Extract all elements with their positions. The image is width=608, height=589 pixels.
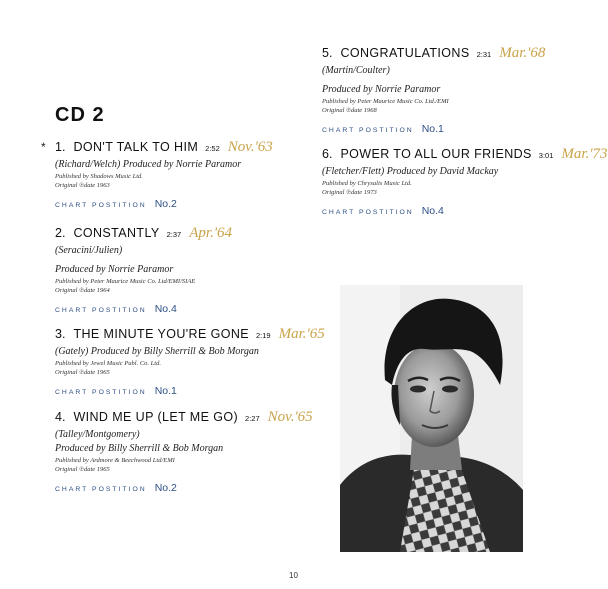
original-date-line: Original ℗date 1964 [55, 287, 110, 294]
track-number: 3. [55, 327, 66, 341]
track-duration: 2:19 [256, 331, 271, 340]
chart-position-label: CHART POSTITION [322, 127, 414, 134]
original-date-line: Original ℗date 1968 [322, 107, 377, 114]
publisher-line: Published by Peter Maurice Music Co. Ltd/EMI/SIAE [55, 278, 196, 285]
chart-position-value: No.1 [421, 123, 444, 135]
release-date: Mar.'73 [561, 146, 608, 162]
track-title: POWER TO ALL OUR FRIENDS [340, 147, 532, 161]
page-number: 10 [289, 571, 298, 580]
credits-line: (Gately) Produced by Billy Sherrill & Bob Morgan [55, 346, 259, 357]
chart-position-label: CHART POSTITION [55, 389, 147, 396]
release-date: Mar.'65 [278, 326, 325, 342]
publisher-line: Published by Shadows Music Ltd. [55, 173, 143, 180]
chart-position-value: No.4 [154, 303, 177, 315]
track-duration: 2:31 [476, 50, 492, 59]
chart-position [55, 381, 325, 395]
release-date: Apr.'64 [189, 225, 233, 241]
track-title: CONSTANTLY [73, 226, 160, 240]
track-header [55, 224, 325, 244]
track-6 [322, 145, 608, 217]
track-title: DON'T TALK TO HIM [73, 140, 199, 154]
producer-line: Produced by Norrie Paramor [55, 264, 174, 275]
composer-line: (Martin/Coulter) [322, 65, 390, 76]
track-5 [322, 44, 592, 133]
credits-line: (Fletcher/Flett) Produced by David Mackay [322, 166, 499, 177]
publisher-line: Published by Jewel Music Publ. Co. Ltd. [55, 360, 161, 367]
track-header [55, 325, 325, 345]
portrait-photo [340, 285, 523, 552]
track-header [322, 44, 592, 64]
chart-position-label: CHART POSTITION [55, 202, 147, 209]
track-3 [55, 325, 325, 395]
chart-position [55, 299, 325, 313]
track-4 [55, 408, 325, 492]
track-2 [55, 224, 325, 313]
publisher-line: Published by Peter Maurice Music Co. Ltd./EMI [322, 98, 449, 105]
track-header [55, 408, 325, 428]
chart-position-value: No.2 [154, 198, 177, 210]
producer-line: Produced by Norrie Paramor [322, 84, 441, 95]
publisher-line: Published by Chrysalis Music Ltd. [322, 180, 412, 187]
track-duration: 2:52 [205, 144, 220, 153]
track-title: WIND ME UP (LET ME GO) [73, 410, 239, 424]
star-marker: * [41, 140, 46, 154]
chart-position-value: No.4 [421, 205, 444, 217]
cd-title: CD 2 [55, 104, 105, 126]
chart-position-value: No.1 [154, 385, 177, 397]
credits-line: (Richard/Welch) Produced by Norrie Paramor [55, 159, 242, 170]
track-number: 6. [322, 147, 333, 161]
chart-position-label: CHART POSTITION [55, 307, 147, 314]
original-date-line: Original ℗date 1965 [55, 466, 110, 473]
original-date-line: Original ℗date 1973 [322, 189, 377, 196]
track-number: 5. [322, 46, 333, 60]
publisher-line: Published by Ardmore & Beechwood Ltd/EMI [55, 457, 175, 464]
track-duration: 2:27 [245, 414, 260, 423]
release-date: Mar.'68 [499, 45, 546, 61]
chart-position [55, 194, 325, 208]
chart-position [322, 201, 592, 215]
track-duration: 2:37 [166, 230, 182, 239]
chart-position-value: No.2 [154, 482, 177, 494]
track-duration: 3:01 [538, 151, 554, 160]
original-date-line: Original ℗date 1965 [55, 369, 110, 376]
chart-position [322, 119, 592, 133]
producer-line: Produced by Billy Sherrill & Bob Morgan [55, 443, 224, 454]
track-title: CONGRATULATIONS [340, 46, 470, 60]
chart-position-label: CHART POSTITION [322, 209, 414, 216]
track-number: 4. [55, 410, 66, 424]
chart-position [55, 478, 325, 492]
release-date: Nov.'65 [267, 409, 313, 425]
composer-line: (Talley/Montgomery) [55, 429, 140, 440]
track-number: 2. [55, 226, 66, 240]
track-header [41, 138, 325, 158]
chart-position-label: CHART POSTITION [55, 486, 147, 493]
portrait-illustration [340, 285, 523, 552]
composer-line: (Seracini/Julien) [55, 245, 123, 256]
track-header [322, 145, 608, 165]
track-1 [41, 138, 325, 210]
track-number: 1. [55, 140, 66, 154]
original-date-line: Original ℗date 1963 [55, 182, 110, 189]
release-date: Nov.'63 [227, 139, 273, 155]
track-title: THE MINUTE YOU'RE GONE [73, 327, 249, 341]
